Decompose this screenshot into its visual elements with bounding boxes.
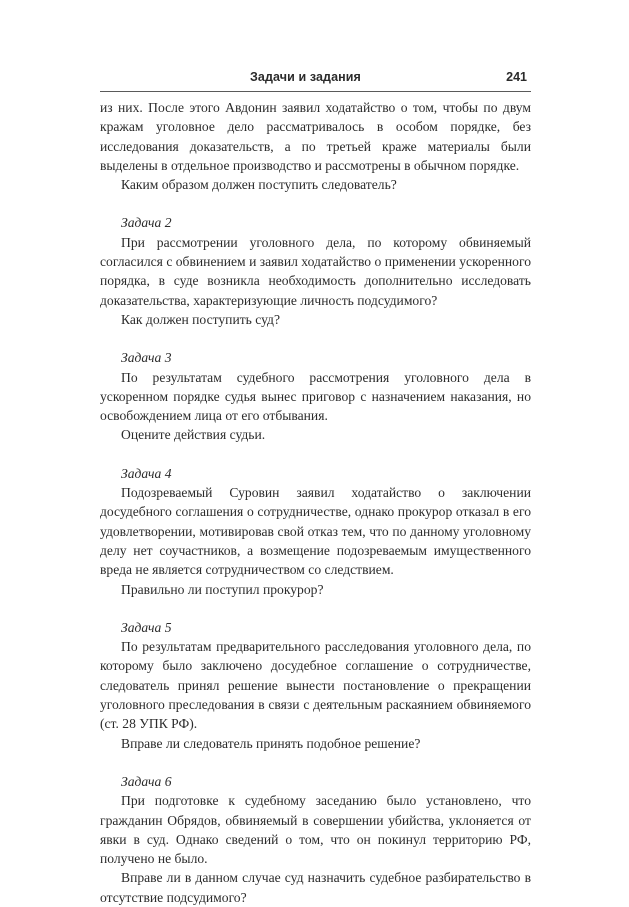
task-title: Задача 3: [121, 350, 172, 366]
task-title: Задача 2: [121, 215, 172, 231]
task-6: [100, 772, 531, 907]
task-title: Задача 6: [121, 773, 172, 789]
task-text: При рассмотрении уголовного дела, по которому обвиняемый согласился с обвинением и заявил ходатайство о применении ускоренного порядка, в суде возникла необходимость дополнительно исследовать доказательства, характеризующие личность подсудимого?: [100, 234, 531, 308]
task-3: [100, 348, 531, 444]
page-header: [100, 70, 531, 92]
intro-continuation: из них. После этого Авдонин заявил ходатайство о том, чтобы по двум кражам уголовное дело рассматривалось в особом порядке, без исследования доказательств, а по третьей краже материалы были выделены в отдельное производство и рассмотрены в обычном порядке.: [100, 100, 531, 173]
task-question: Оцените действия судьи.: [121, 427, 266, 443]
task-text: При подготовке к судебному заседанию было установлено, что гражданин Обрядов, обвиняемый в совершении убийства, уклоняется от явки в суд. Однако сведений о том, что он покинул территорию РФ, получено не было.: [100, 793, 531, 867]
task-title: Задача 5: [121, 619, 172, 635]
task-question: Как должен поступить суд?: [121, 311, 280, 327]
task-title: Задача 4: [121, 465, 172, 481]
task-2: [100, 213, 531, 329]
task-5: [100, 618, 531, 753]
task-4: [100, 464, 531, 599]
task-text: По результатам судебного рассмотрения уголовного дела в ускоренном порядке судья вынес приговор с назначением наказания, но освобождением лица от его отбывания.: [100, 369, 531, 424]
book-page: [100, 70, 531, 907]
task-question: Вправе ли следователь принять подобное решение?: [121, 735, 421, 751]
running-title: Задачи и задания: [250, 69, 361, 84]
task-text: Подозреваемый Суровин заявил ходатайство о заключении досудебного соглашения о сотрудничестве, однако прокурор отказал в его удовлетворении, мотивировав свой отказ тем, что по данному уголовному делу нет соучастников, а возмещение подозреваемым имущественного вреда не является сотрудничеством со следствием.: [100, 485, 531, 578]
task-question: Вправе ли в данном случае суд назначить судебное разбирательство в отсутствие подсудимого?: [100, 870, 531, 905]
intro-question: Каким образом должен поступить следователь?: [121, 177, 397, 193]
task-question: Правильно ли поступил прокурор?: [121, 581, 324, 597]
task-text: По результатам предварительного расследования уголовного дела, по которому было заключено досудебное соглашение о сотрудничестве, следователь принял решение вынести постановление о прекращении уголовного преследования в связи с деятельным раскаянием обвиняемого (ст. 28 УПК РФ).: [100, 639, 531, 732]
page-number: 241: [506, 69, 527, 84]
